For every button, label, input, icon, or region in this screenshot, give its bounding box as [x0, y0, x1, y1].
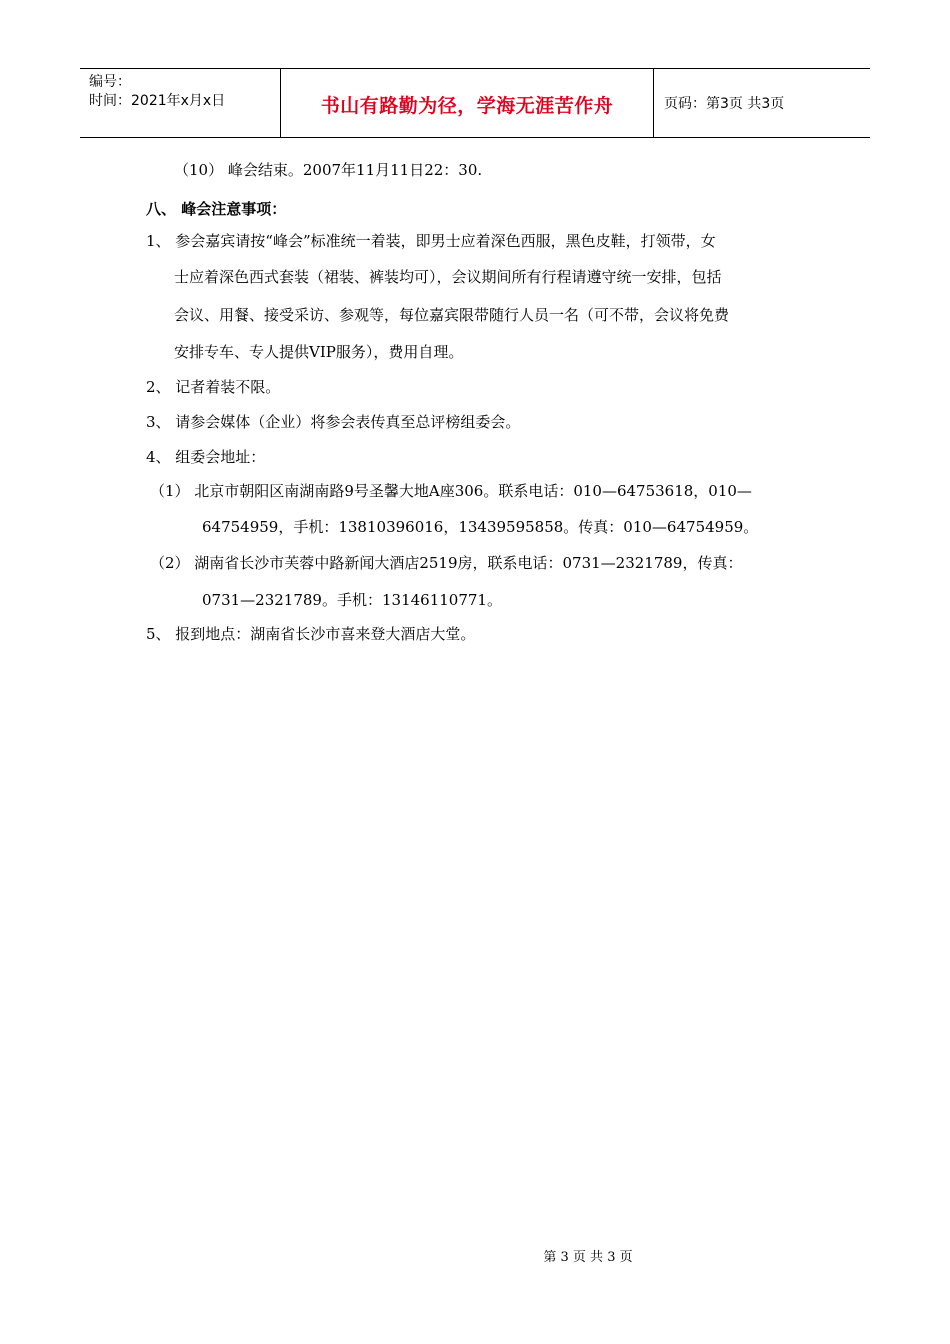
agenda-item-10: （10） 峰会结束。2007年11月11日22：30.	[174, 161, 483, 179]
note-1-line-1: 1、 参会嘉宾请按“峰会”标准统一着装，即男士应着深色西服，黑色皮鞋，打领带，女	[146, 232, 716, 250]
address-2-line-2: 0731—2321789。手机：13146110771。	[202, 591, 502, 609]
header-page-label: 页码：第3页 共3页	[664, 96, 785, 112]
page-footer: 第 3 页 共 3 页	[543, 1250, 633, 1265]
time-label: 时间：2021年x月x日	[89, 93, 226, 109]
header-motto: 书山有路勤为径，学海无涯苦作舟	[281, 69, 654, 137]
address-1-line-1: （1） 北京市朝阳区南湖南路9号圣馨大地A座306。联系电话：010—64753618，010—	[150, 482, 752, 500]
note-5: 5、 报到地点：湖南省长沙市喜来登大酒店大堂。	[146, 625, 476, 643]
note-1-line-2: 士应着深色西式套装（裙装、裤装均可），会议期间所有行程请遵守统一安排，包括	[174, 268, 722, 286]
document-header	[80, 68, 870, 138]
note-2: 2、 记者着装不限。	[146, 378, 281, 396]
note-1-line-3: 会议、用餐、接受采访、参观等，每位嘉宾限带随行人员一名（可不带，会议将免费	[174, 306, 730, 324]
address-2-line-1: （2） 湖南省长沙市芙蓉中路新闻大酒店2519房，联系电话：0731—2321789，传真：	[150, 554, 743, 572]
note-1-line-4: 安排专车、专人提供VIP服务），费用自理。	[174, 343, 464, 361]
note-4: 4、 组委会地址：	[146, 448, 266, 466]
number-label: 编号：	[89, 74, 131, 90]
section-heading-eight: 八、 峰会注意事项：	[146, 200, 287, 218]
header-meta-cell	[80, 69, 281, 137]
note-3: 3、 请参会媒体（企业）将参会表传真至总评榜组委会。	[146, 413, 521, 431]
address-1-line-2: 64754959，手机：13810396016，13439595858。传真：010—64754959。	[202, 518, 759, 536]
